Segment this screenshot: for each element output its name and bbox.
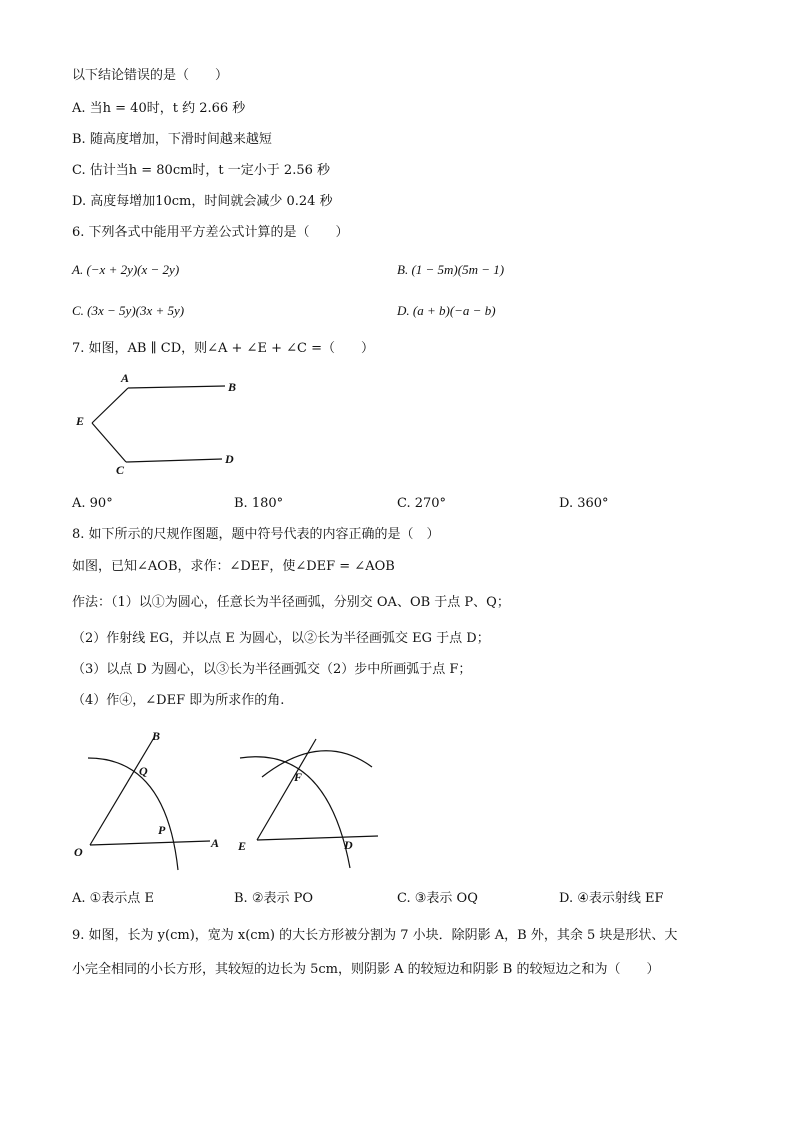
q8-fig1-label-b: B [152,729,161,743]
q8-angle-aob-figure [68,728,238,873]
segment-ab [128,386,225,388]
q7-label-d: D [225,452,234,466]
q8-option-b: B. ②表示 PO [234,891,314,906]
q7-label-e: E [76,414,85,428]
q8-stem: 8. 如下所示的尺规作图题，题中符号代表的内容正确的是（ ） [72,527,440,542]
q9-line-1: 9. 如图，长为 y(cm)，宽为 x(cm) 的大长方形被分割为 7 小块．除阴影 A，B 外，其余 5 块是形状、大 [72,928,678,943]
ray-eg [257,836,378,840]
q8-option-d: D. ④表示射线 EF [559,891,664,906]
q9-line-2: 小完全相同的小长方形，其较短的边长为 5cm，则阴影 A 的较短边和阴影 B 的较短边之和为（ ） [72,962,660,977]
q7-label-a: A [121,371,130,385]
q6-option-c: C. (3x − 5y)(3x + 5y) [72,303,185,318]
q5-option-b: B. 随高度增加，下滑时间越来越短 [72,132,272,147]
ray-oa [90,841,210,845]
q8-fig1-label-o: O [74,845,83,859]
q6-option-b: B. (1 − 5m)(5m − 1) [397,262,505,277]
q7-stem: 7. 如图，AB ∥ CD，则∠A + ∠E + ∠C =（ ） [72,341,374,356]
q8-fig2-label-d: D [344,838,353,852]
q8-fig2-label-e: E [238,839,247,853]
q8-option-c: C. ③表示 OQ [397,891,478,906]
q8-angle-def-figure [232,735,382,875]
segment-cd [126,459,222,462]
q8-fig1-label-q: Q [139,764,148,778]
q8-given: 如图，已知∠AOB，求作：∠DEF，使∠DEF = ∠AOB [72,559,395,574]
q8-fig1-label-p: P [158,823,166,837]
q6-option-a: A. (−x + 2y)(x − 2y) [72,262,180,277]
q8-fig2-label-f: F [294,770,303,784]
q8-step-3: （3）以点 D 为圆心，以③长为半径画弧交（2）步中所画弧于点 F； [72,662,472,677]
arc-from-d [262,751,372,777]
arc-pq [88,758,178,870]
q8-step-4: （4）作④，∠DEF 即为所求作的角. [72,693,285,708]
ray-ef [257,739,316,840]
q7-parallel-lines-figure [70,370,250,480]
q7-label-b: B [228,380,237,394]
q6-option-d: D. (a + b)(−a − b) [397,303,496,318]
q7-option-c: C. 270° [397,496,447,511]
q7-option-a: A. 90° [72,496,113,511]
q6-stem: 6. 下列各式中能用平方差公式计算的是（ ） [72,225,349,240]
ray-ob [90,736,155,845]
q7-option-d: D. 360° [559,496,609,511]
segment-ec [92,423,126,462]
q5-option-c: C. 估计当h = 80cm时，t 一定小于 2.56 秒 [72,163,330,178]
q8-option-a: A. ①表示点 E [72,891,154,906]
q5-stem: 以下结论错误的是（ ） [72,68,229,83]
q5-option-a: A. 当h = 40时，t 约 2.66 秒 [72,101,246,116]
q5-option-d: D. 高度每增加10cm，时间就会减少 0.24 秒 [72,194,333,209]
q7-label-c: C [116,463,125,477]
q8-step-2: （2）作射线 EG，并以点 E 为圆心，以②长为半径画弧交 EG 于点 D； [72,631,490,646]
q7-option-b: B. 180° [234,496,284,511]
q8-fig1-label-a: A [211,836,220,850]
q8-step-1: 作法：（1）以①为圆心，任意长为半径画弧，分别交 OA、OB 于点 P、Q； [72,595,510,610]
segment-ae [92,388,128,423]
